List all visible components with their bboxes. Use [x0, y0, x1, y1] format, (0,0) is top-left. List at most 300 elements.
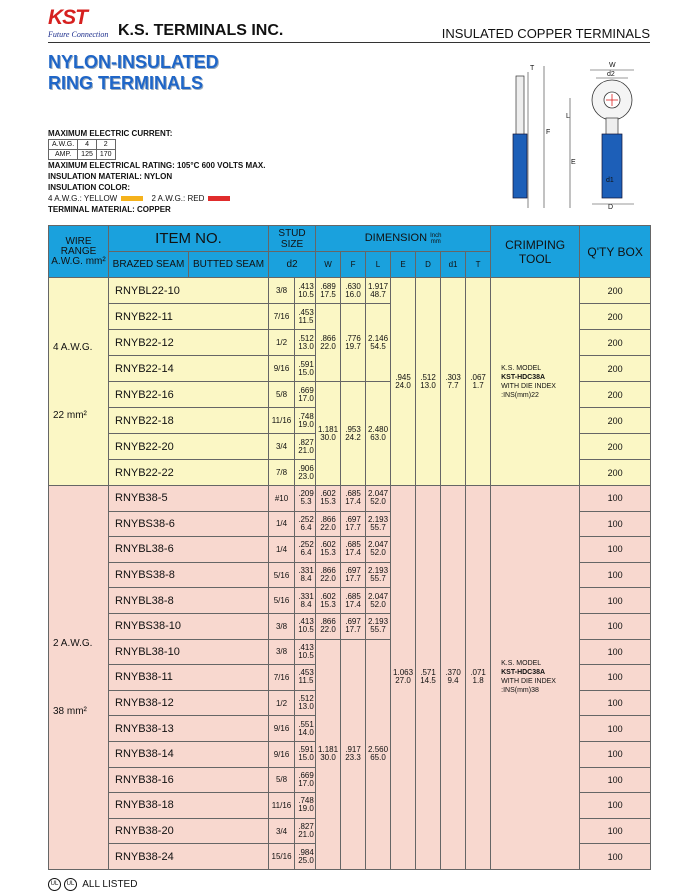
- dim-label-d1: d1: [606, 177, 614, 184]
- dim-l-inch: 2.193: [368, 514, 389, 524]
- dim-f-mm: 24.2: [345, 432, 361, 442]
- d2-value: [295, 588, 316, 614]
- d2-value: [295, 460, 316, 486]
- dim-d1: [441, 278, 466, 486]
- wire-range-cell: [49, 486, 109, 870]
- header-divider: [48, 42, 650, 43]
- item-number: RNYBS38-10: [109, 613, 269, 639]
- dim-f-mm: 23.3: [345, 753, 361, 763]
- d2-value-mm: 19.0: [298, 419, 314, 429]
- listing-text: ALL LISTED: [82, 879, 138, 891]
- d2-value: [295, 767, 316, 793]
- dim-w: [316, 588, 341, 614]
- dim-f-mm: 17.7: [345, 522, 361, 532]
- dim-f-inch: .685: [345, 591, 361, 601]
- current-table: [48, 139, 116, 160]
- item-number: RNYB22-11: [109, 304, 269, 330]
- d2-value-mm: 15.0: [298, 753, 314, 763]
- company-name: K.S. TERMINALS INC.: [118, 22, 284, 39]
- cul-logo-icon: UL: [64, 878, 77, 891]
- d2-value: [295, 511, 316, 537]
- unit-inch: Inch: [430, 232, 442, 239]
- col-e-header: E: [391, 252, 416, 278]
- dim-w-mm: 22.0: [320, 625, 336, 635]
- header: [48, 6, 650, 42]
- dim-l: [366, 613, 391, 639]
- dim-f-mm: 17.4: [345, 599, 361, 609]
- stud-size: #10: [269, 486, 295, 512]
- d2-value-inch: .591: [298, 745, 314, 755]
- col-t-header: T: [466, 252, 491, 278]
- dim-w-inch: .866: [320, 617, 336, 627]
- d2-value-mm: 8.4: [300, 599, 312, 609]
- stud-size: 3/8: [269, 278, 295, 304]
- d2-value: [295, 356, 316, 382]
- stud-size: 11/16: [269, 408, 295, 434]
- stud-size: 3/4: [269, 818, 295, 844]
- dim-w-mm: 15.3: [320, 599, 336, 609]
- stud-size: 7/16: [269, 665, 295, 691]
- dim-e: [391, 486, 416, 870]
- dim-w: [316, 613, 341, 639]
- dim-w-mm: 30.0: [320, 753, 336, 763]
- yellow-swatch: [121, 196, 143, 201]
- footer: [48, 878, 137, 891]
- tool-line: :INS(mm)38: [501, 687, 539, 695]
- d2-value-mm: 21.0: [298, 445, 314, 455]
- dim-w-mm: 15.3: [320, 497, 336, 507]
- dim-f-mm: 17.4: [345, 548, 361, 558]
- dim-l: [366, 537, 391, 563]
- stud-size: 3/4: [269, 434, 295, 460]
- dim-w: [316, 562, 341, 588]
- dim-l-mm: 48.7: [370, 289, 386, 299]
- d2-value-mm: 19.0: [298, 804, 314, 814]
- d2-value-mm: 13.0: [298, 702, 314, 712]
- max-current-label: MAXIMUM ELECTRIC CURRENT:: [48, 129, 173, 138]
- dim-w: [316, 537, 341, 563]
- d2-value: [295, 278, 316, 304]
- tool-line: K.S. MODEL: [501, 660, 542, 668]
- d2-value-inch: .827: [298, 822, 314, 832]
- d2-value-inch: .512: [298, 694, 314, 704]
- current-cell: 125: [78, 150, 97, 160]
- dim-w-inch: .602: [320, 591, 336, 601]
- col-d1-header: d1: [441, 252, 466, 278]
- d2-value-inch: .453: [298, 668, 314, 678]
- dim-f-inch: .776: [345, 333, 361, 343]
- dim-l: [366, 486, 391, 512]
- title-line-2: RING TERMINALS: [48, 73, 203, 93]
- qty-value: 100: [580, 716, 651, 742]
- qty-value: 100: [580, 690, 651, 716]
- qty-value: 100: [580, 562, 651, 588]
- dim-l: [366, 278, 391, 304]
- d2-value: [295, 665, 316, 691]
- company-logo: [48, 6, 114, 42]
- stud-size: 1/4: [269, 537, 295, 563]
- dim-f-inch: .630: [345, 281, 361, 291]
- color-legend: [48, 193, 378, 204]
- logo-text: KST: [48, 6, 87, 29]
- d2-value-inch: .331: [298, 566, 314, 576]
- d2-header: d2: [269, 252, 316, 278]
- dim-e-mm: 24.0: [395, 380, 411, 390]
- d2-value: [295, 793, 316, 819]
- d2-value-inch: .252: [298, 514, 314, 524]
- d2-value-inch: .748: [298, 796, 314, 806]
- d2-value-mm: 25.0: [298, 855, 314, 865]
- crimping-tool-header: CRIMPING TOOL: [491, 226, 580, 278]
- wire-range-header: [49, 226, 109, 278]
- insulation-material: INSULATION MATERIAL: NYLON: [48, 172, 173, 181]
- stud-size: 5/8: [269, 382, 295, 408]
- d2-value: [295, 639, 316, 665]
- qty-value: 100: [580, 741, 651, 767]
- qty-value: 100: [580, 511, 651, 537]
- dim-l: [366, 639, 391, 869]
- document-category: INSULATED COPPER TERMINALS: [441, 26, 650, 41]
- dim-w-inch: .866: [320, 566, 336, 576]
- qty-value: 100: [580, 844, 651, 870]
- stud-size: 3/8: [269, 613, 295, 639]
- tool-line: K.S. MODEL: [501, 364, 542, 372]
- d2-value-inch: .906: [298, 463, 314, 473]
- mm-label: 22 mm²: [53, 410, 87, 422]
- d2-value: [295, 741, 316, 767]
- d2-value: [295, 562, 316, 588]
- qty-value: 100: [580, 665, 651, 691]
- current-cell: AMP.: [49, 150, 78, 160]
- dim-d1: [441, 486, 466, 870]
- item-number: RNYB22-20: [109, 434, 269, 460]
- dim-t: [466, 278, 491, 486]
- d2-value-mm: 17.0: [298, 393, 314, 403]
- dim-w-mm: 22.0: [320, 341, 336, 351]
- item-number: RNYB38-18: [109, 793, 269, 819]
- d2-value-inch: .669: [298, 770, 314, 780]
- d2-value: [295, 537, 316, 563]
- dim-l-mm: 52.0: [370, 548, 386, 558]
- d2-value-inch: .209: [298, 489, 314, 499]
- crimping-tool-cell: [491, 278, 580, 486]
- d2-value-mm: 21.0: [298, 830, 314, 840]
- dim-label-e: E: [571, 159, 576, 166]
- dim-l-mm: 55.7: [370, 574, 386, 584]
- item-number: RNYB22-18: [109, 408, 269, 434]
- awg-label: 2 A.W.G.: [53, 638, 93, 650]
- item-number: RNYB38-12: [109, 690, 269, 716]
- item-number: RNYBL38-10: [109, 639, 269, 665]
- spec-block: [48, 128, 378, 215]
- item-number: RNYB22-12: [109, 330, 269, 356]
- dimension-units: [430, 233, 441, 245]
- qty-value: 200: [580, 408, 651, 434]
- d2-value-inch: .591: [298, 359, 314, 369]
- d2-value-mm: 6.4: [300, 522, 312, 532]
- current-cell: 170: [96, 150, 115, 160]
- stud-size: 3/8: [269, 639, 295, 665]
- stud-size: 5/8: [269, 767, 295, 793]
- d2-value-mm: 17.0: [298, 778, 314, 788]
- d2-value-mm: 8.4: [300, 574, 312, 584]
- stud-size: 9/16: [269, 716, 295, 742]
- dim-f-mm: 17.7: [345, 574, 361, 584]
- dim-label-l: L: [566, 113, 570, 120]
- dim-l-inch: 2.146: [368, 333, 389, 343]
- stud-size: 7/8: [269, 460, 295, 486]
- dim-l: [366, 588, 391, 614]
- dim-l: [366, 304, 391, 382]
- stud-size: 9/16: [269, 741, 295, 767]
- current-cell: 2: [96, 140, 115, 150]
- d2-value-inch: .827: [298, 437, 314, 447]
- d2-value-mm: 10.5: [298, 650, 314, 660]
- dim-w-mm: 22.0: [320, 522, 336, 532]
- dim-l-inch: 2.047: [368, 591, 389, 601]
- dim-f-mm: 17.4: [345, 497, 361, 507]
- butted-seam-header: BUTTED SEAM: [189, 252, 269, 278]
- ul-logo-icon: UL: [48, 878, 61, 891]
- dim-f: [341, 486, 366, 512]
- d2-value: [295, 844, 316, 870]
- dim-t: [466, 486, 491, 870]
- qty-value: 100: [580, 537, 651, 563]
- stud-size: 7/16: [269, 304, 295, 330]
- terminal-table: [48, 225, 651, 870]
- d2-value-inch: .512: [298, 333, 314, 343]
- dim-l-inch: 2.560: [368, 745, 389, 755]
- dim-l-inch: 2.193: [368, 617, 389, 627]
- item-number: RNYB38-14: [109, 741, 269, 767]
- d2-value-mm: 6.4: [300, 548, 312, 558]
- item-no-header: ITEM NO.: [109, 226, 269, 252]
- qty-value: 100: [580, 486, 651, 512]
- wire-range-cell: [49, 278, 109, 486]
- current-cell: A.W.G.: [49, 140, 78, 150]
- qty-value: 100: [580, 793, 651, 819]
- dim-l-mm: 63.0: [370, 432, 386, 442]
- red-swatch: [208, 196, 230, 201]
- stud-size: 1/2: [269, 690, 295, 716]
- dim-f-inch: .685: [345, 489, 361, 499]
- dim-d1-mm: 7.7: [447, 380, 459, 390]
- stud-size-header: STUD SIZE: [269, 226, 316, 252]
- tool-line: WITH DIE INDEX: [501, 382, 556, 390]
- dim-f-mm: 17.7: [345, 625, 361, 635]
- dim-f: [341, 511, 366, 537]
- dim-e-inch: .945: [395, 372, 411, 382]
- qty-value: 100: [580, 588, 651, 614]
- dim-f: [341, 639, 366, 869]
- tool-line: :INS(mm)22: [501, 391, 539, 399]
- qty-value: 200: [580, 356, 651, 382]
- d2-value: [295, 382, 316, 408]
- dim-f: [341, 382, 366, 486]
- dim-w: [316, 382, 341, 486]
- brazed-seam-header: BRAZED SEAM: [109, 252, 189, 278]
- dim-d-mm: 13.0: [420, 380, 436, 390]
- dim-l-inch: 2.193: [368, 566, 389, 576]
- d2-value: [295, 434, 316, 460]
- dim-w: [316, 304, 341, 382]
- stud-size: 5/16: [269, 562, 295, 588]
- dim-w: [316, 511, 341, 537]
- dim-l-mm: 54.5: [370, 341, 386, 351]
- dim-w-inch: .866: [320, 333, 336, 343]
- col-w-header: W: [316, 252, 341, 278]
- dim-w-inch: .602: [320, 489, 336, 499]
- qty-value: 100: [580, 639, 651, 665]
- table-header-row: [49, 226, 651, 252]
- d2-value: [295, 486, 316, 512]
- d2-value-inch: .551: [298, 719, 314, 729]
- dim-d-inch: .512: [420, 372, 436, 382]
- d2-value-inch: .453: [298, 307, 314, 317]
- dim-f: [341, 613, 366, 639]
- dim-f-mm: 19.7: [345, 341, 361, 351]
- mm-label: 38 mm²: [53, 705, 87, 717]
- dim-w: [316, 639, 341, 869]
- dim-label-d: D: [608, 204, 614, 210]
- dim-f-inch: .953: [345, 424, 361, 434]
- qty-header: Q'TY BOX: [580, 226, 651, 278]
- dim-l-mm: 65.0: [370, 753, 386, 763]
- dim-d1-inch: .303: [445, 372, 461, 382]
- dim-w-mm: 15.3: [320, 548, 336, 558]
- d2-value-mm: 23.0: [298, 471, 314, 481]
- dim-f: [341, 278, 366, 304]
- terminal-material: TERMINAL MATERIAL: COPPER: [48, 205, 171, 214]
- qty-value: 200: [580, 434, 651, 460]
- dim-l: [366, 511, 391, 537]
- dim-e-inch: 1.063: [393, 668, 414, 678]
- d2-value: [295, 408, 316, 434]
- dim-f-inch: .685: [345, 540, 361, 550]
- dim-f-inch: .697: [345, 514, 361, 524]
- d2-value: [295, 304, 316, 330]
- col-l-header: L: [366, 252, 391, 278]
- stud-size: 1/2: [269, 330, 295, 356]
- dim-l-inch: 2.480: [368, 424, 389, 434]
- dim-f-inch: .697: [345, 617, 361, 627]
- tool-line: KST-HDC38A: [501, 669, 546, 677]
- d2-value-inch: .669: [298, 385, 314, 395]
- tool-line: KST-HDC38A: [501, 373, 546, 381]
- dim-d1-mm: 9.4: [447, 676, 459, 686]
- dimension-label: DIMENSION: [364, 232, 428, 245]
- dim-l-mm: 55.7: [370, 625, 386, 635]
- unit-mm: mm: [430, 238, 441, 245]
- dim-w-inch: .602: [320, 540, 336, 550]
- d2-value-mm: 5.3: [300, 497, 312, 507]
- d2-value-inch: .413: [298, 642, 314, 652]
- item-number: RNYB38-13: [109, 716, 269, 742]
- col-d-header: D: [416, 252, 441, 278]
- d2-value-inch: .413: [298, 617, 314, 627]
- crimping-tool-cell: [491, 486, 580, 870]
- dim-l: [366, 382, 391, 486]
- qty-value: 200: [580, 304, 651, 330]
- qty-value: 200: [580, 382, 651, 408]
- item-number: RNYB38-5: [109, 486, 269, 512]
- d2-value-inch: .413: [298, 281, 314, 291]
- dim-w-mm: 30.0: [320, 432, 336, 442]
- qty-value: 200: [580, 278, 651, 304]
- d2-value-mm: 15.0: [298, 367, 314, 377]
- qty-value: 100: [580, 613, 651, 639]
- qty-value: 200: [580, 460, 651, 486]
- dim-l: [366, 562, 391, 588]
- dim-l-mm: 52.0: [370, 599, 386, 609]
- item-number: RNYBL22-10: [109, 278, 269, 304]
- d2-value-mm: 10.5: [298, 289, 314, 299]
- dim-l-inch: 2.047: [368, 489, 389, 499]
- dim-label-f: F: [546, 129, 551, 136]
- dim-label-t: T: [530, 65, 535, 72]
- col-f-header: F: [341, 252, 366, 278]
- dim-t-mm: 1.8: [472, 676, 484, 686]
- d2-value-inch: .748: [298, 411, 314, 421]
- dim-e: [391, 278, 416, 486]
- d2-value: [295, 716, 316, 742]
- dim-w-mm: 17.5: [320, 289, 336, 299]
- dim-f-inch: .917: [345, 745, 361, 755]
- item-number: RNYB22-22: [109, 460, 269, 486]
- color-4-label: 4 A.W.G.: YELLOW: [48, 194, 118, 203]
- dim-e-mm: 27.0: [395, 676, 411, 686]
- item-number: RNYBL38-8: [109, 588, 269, 614]
- dim-l-inch: 1.917: [368, 281, 389, 291]
- d2-value-inch: .252: [298, 540, 314, 550]
- dim-f-mm: 16.0: [345, 289, 361, 299]
- dim-d-mm: 14.5: [420, 676, 436, 686]
- qty-value: 200: [580, 330, 651, 356]
- table-row: [49, 486, 651, 512]
- dim-d: [416, 278, 441, 486]
- rating-text: MAXIMUM ELECTRICAL RATING: 105°C 600 VOLTS MAX.: [48, 161, 266, 170]
- d2-value-mm: 11.5: [298, 315, 314, 325]
- table-row: [49, 278, 651, 304]
- table-body: [49, 226, 651, 870]
- dim-w: [316, 486, 341, 512]
- color-2-label: 2 A.W.G.: RED: [151, 194, 205, 203]
- item-number: RNYB38-20: [109, 818, 269, 844]
- stud-size: 5/16: [269, 588, 295, 614]
- d2-value: [295, 690, 316, 716]
- d2-value-mm: 14.0: [298, 727, 314, 737]
- stud-size: 11/16: [269, 793, 295, 819]
- stud-size: 9/16: [269, 356, 295, 382]
- item-number: RNYBS38-8: [109, 562, 269, 588]
- dim-d: [416, 486, 441, 870]
- dim-w-inch: .689: [320, 281, 336, 291]
- d2-value-mm: 13.0: [298, 341, 314, 351]
- dim-f: [341, 537, 366, 563]
- current-cell: 4: [78, 140, 97, 150]
- dim-f-inch: .697: [345, 566, 361, 576]
- d2-value-inch: .331: [298, 591, 314, 601]
- dim-f: [341, 304, 366, 382]
- d2-value-mm: 11.5: [298, 676, 314, 686]
- dim-d-inch: .571: [420, 668, 436, 678]
- dimension-header: [316, 226, 491, 252]
- item-number: RNYBL38-6: [109, 537, 269, 563]
- dim-t-inch: .071: [470, 668, 486, 678]
- dim-w-mm: 22.0: [320, 574, 336, 584]
- d2-value-mm: 10.5: [298, 625, 314, 635]
- dim-f: [341, 562, 366, 588]
